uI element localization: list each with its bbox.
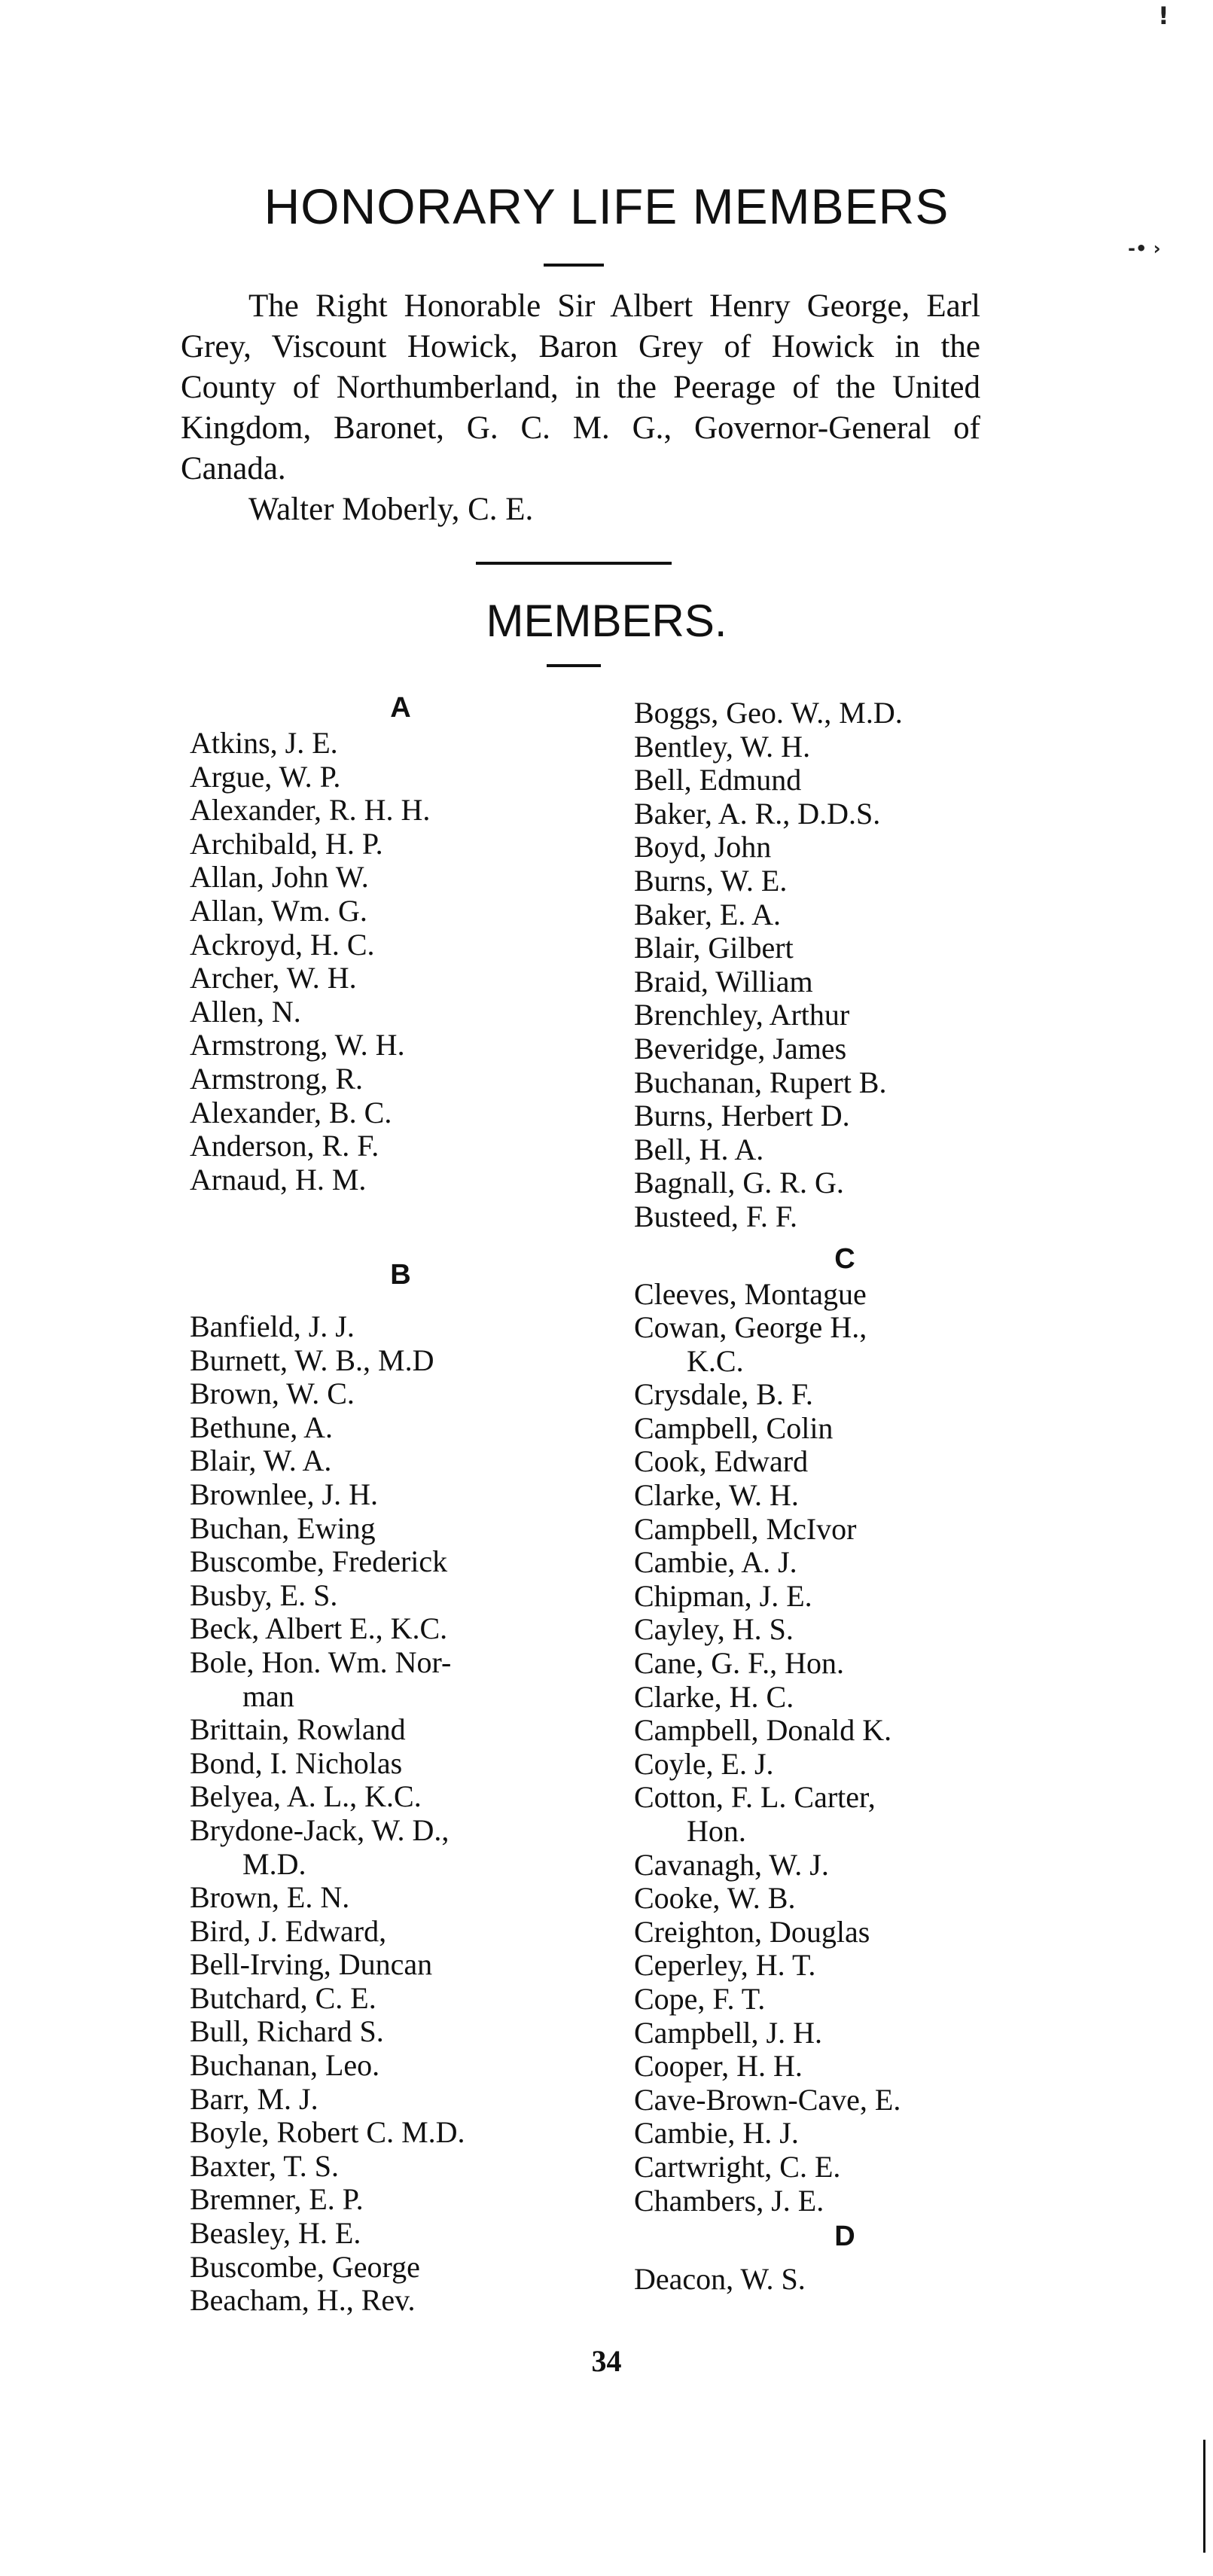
honorary-members-list <box>181 286 980 530</box>
member-name: Argue, W. P. <box>190 759 341 794</box>
member-name: Clarke, W. H. <box>634 1478 799 1513</box>
member-name: Buscombe, George <box>190 2249 420 2284</box>
member-name: Cowan, George H., <box>634 1310 867 1345</box>
member-name: Brydone-Jack, W. D., <box>190 1812 450 1847</box>
section-c-names <box>634 1278 1056 2218</box>
member-name: Ceperley, H. T. <box>634 1948 816 1983</box>
member-name: Cope, F. T. <box>634 1981 766 2016</box>
member-name: Buchanan, Rupert B. <box>634 1065 887 1099</box>
member-name: Brown, E. N. <box>190 1880 350 1915</box>
member-name: Barr, M. J. <box>190 2081 318 2116</box>
section-letter-d: D <box>834 2221 855 2253</box>
member-name: Creighton, Douglas <box>634 1914 870 1949</box>
member-name: Campbell, McIvor <box>634 1511 857 1546</box>
member-name: Bell, Edmund <box>634 763 802 797</box>
section-b-names <box>190 1310 611 2318</box>
member-name: Beacham, H., Rev. <box>190 2283 416 2318</box>
member-name: Buchan, Ewing <box>190 1511 376 1545</box>
member-name: Bole, Hon. Wm. Nor- <box>190 1645 452 1679</box>
member-name: Burnett, W. B., M.D <box>190 1343 434 1377</box>
member-name: Cambie, H. J. <box>634 2116 799 2151</box>
member-name: Baker, A. R., D.D.S. <box>634 796 881 831</box>
member-name: Cartwright, C. E. <box>634 2149 841 2184</box>
honoree-entry: The Right Honorable Sir Albert Henry George, Earl Grey, Viscount Howick, Baron Grey of Howick in the County of Northumberland, in the Peerage of the United Kingdom, Baronet, G. C. M. G., Governor-General of Canada. <box>181 288 980 486</box>
members-column-left-b <box>190 1256 611 2318</box>
member-name: Cooke, W. B. <box>634 1881 796 1916</box>
member-name: Bagnall, G. R. G. <box>634 1166 844 1200</box>
member-name: Arnaud, H. M. <box>190 1162 367 1197</box>
member-name: Allen, N. <box>190 994 301 1029</box>
member-name: Chambers, J. E. <box>634 2183 824 2218</box>
section-divider <box>476 562 672 565</box>
member-name: Boggs, Geo. W., M.D. <box>634 696 903 730</box>
member-name: Cleeves, Montague <box>634 1276 867 1311</box>
member-name: Coyle, E. J. <box>634 1746 774 1781</box>
member-name: Blair, Gilbert <box>634 931 794 965</box>
member-name: Brown, W. C. <box>190 1376 355 1411</box>
margin-mark-side: -• › <box>1128 238 1161 259</box>
member-name: Alexander, R. H. H. <box>190 793 431 828</box>
member-name: Campbell, Colin <box>634 1410 834 1445</box>
section-a-names <box>190 727 611 1197</box>
member-name: Bond, I. Nicholas <box>190 1745 403 1780</box>
member-name: Buchanan, Leo. <box>190 2048 380 2083</box>
member-name: Anderson, R. F. <box>190 1129 379 1163</box>
members-rule <box>547 664 601 667</box>
member-name: Blair, W. A. <box>190 1443 332 1478</box>
member-name: Beasley, H. E. <box>190 2216 361 2251</box>
member-name: Archer, W. H. <box>190 961 357 995</box>
member-name: Cook, Edward <box>634 1444 809 1479</box>
member-name: Crysdale, B. F. <box>634 1377 813 1412</box>
member-name-continued: Hon. <box>687 1814 746 1848</box>
section-letter-a: A <box>390 692 411 724</box>
member-name: Allan, Wm. G. <box>190 893 367 928</box>
member-name: Baxter, T. S. <box>190 2148 340 2183</box>
member-name: Boyle, Robert C. M.D. <box>190 2115 465 2150</box>
member-name: Braid, William <box>634 964 813 998</box>
member-name: Boyd, John <box>634 830 772 864</box>
member-name: Ackroyd, H. C. <box>190 927 375 962</box>
member-name: Brittain, Rowland <box>190 1712 406 1747</box>
member-name: Alexander, B. C. <box>190 1095 392 1129</box>
member-name: Chipman, J. E. <box>634 1578 812 1613</box>
member-name: Burns, W. E. <box>634 863 788 898</box>
member-name: Buscombe, Frederick <box>190 1544 448 1579</box>
member-name: Belyea, A. L., K.C. <box>190 1779 422 1814</box>
member-name: Baker, E. A. <box>634 897 782 931</box>
member-name-continued: M.D. <box>242 1846 306 1881</box>
honoree-entry: Walter Moberly, C. E. <box>248 492 534 527</box>
member-name: Cooper, H. H. <box>634 2049 803 2084</box>
member-name: Cayley, H. S. <box>634 1612 794 1647</box>
margin-edge-mark <box>1203 2440 1205 2553</box>
member-name-continued: K.C. <box>687 1343 744 1378</box>
margin-mark-top: ! <box>1158 2 1169 30</box>
member-name: Brenchley, Arthur <box>634 998 850 1032</box>
member-name: Butchard, C. E. <box>190 1980 376 2015</box>
member-name-continued: man <box>242 1678 294 1713</box>
page-title: HONORARY LIFE MEMBERS <box>264 178 949 234</box>
member-name: Armstrong, W. H. <box>190 1028 405 1062</box>
member-name: Bell, H. A. <box>634 1132 764 1166</box>
member-name: Bell-Irving, Duncan <box>190 1947 433 1982</box>
member-name: Cotton, F. L. Carter, <box>634 1780 876 1815</box>
member-name: Busby, E. S. <box>190 1578 338 1612</box>
member-name: Cavanagh, W. J. <box>634 1847 829 1882</box>
member-name: Cane, G. F., Hon. <box>634 1646 845 1681</box>
member-name: Campbell, Donald K. <box>634 1713 892 1748</box>
member-name: Campbell, J. H. <box>634 2015 822 2050</box>
title-rule <box>544 264 604 267</box>
member-name: Busteed, F. F. <box>634 1199 797 1233</box>
members-column-left <box>190 689 611 1197</box>
page-number: 34 <box>591 2344 622 2378</box>
member-name: Archibald, H. P. <box>190 826 383 861</box>
section-b-continued-names <box>634 697 1056 1234</box>
member-name: Beck, Albert E., K.C. <box>190 1611 448 1646</box>
member-name: Clarke, H. C. <box>634 1679 794 1714</box>
member-name: Atkins, J. E. <box>190 726 338 760</box>
member-name: Brownlee, J. H. <box>190 1477 378 1511</box>
member-name: Cave-Brown-Cave, E. <box>634 2082 901 2117</box>
member-name: Bremner, E. P. <box>190 2182 364 2217</box>
member-name: Banfield, J. J. <box>190 1309 355 1343</box>
member-name: Bethune, A. <box>190 1410 333 1444</box>
member-name: Bird, J. Edward, <box>190 1913 387 1948</box>
member-name: Burns, Herbert D. <box>634 1099 850 1133</box>
section-letter-c: C <box>834 1242 855 1275</box>
member-name: Cambie, A. J. <box>634 1545 797 1580</box>
members-column-right <box>634 697 1056 2297</box>
member-name: Armstrong, R. <box>190 1061 363 1096</box>
members-heading: MEMBERS. <box>486 596 727 646</box>
member-name: Bentley, W. H. <box>634 729 811 764</box>
member-name: Beveridge, James <box>634 1031 847 1065</box>
member-name: Bull, Richard S. <box>190 2014 384 2049</box>
section-d-names <box>634 2263 1056 2297</box>
member-name: Allan, John W. <box>190 860 369 895</box>
section-letter-b: B <box>390 1259 411 1291</box>
member-name: Deacon, W. S. <box>634 2262 806 2297</box>
